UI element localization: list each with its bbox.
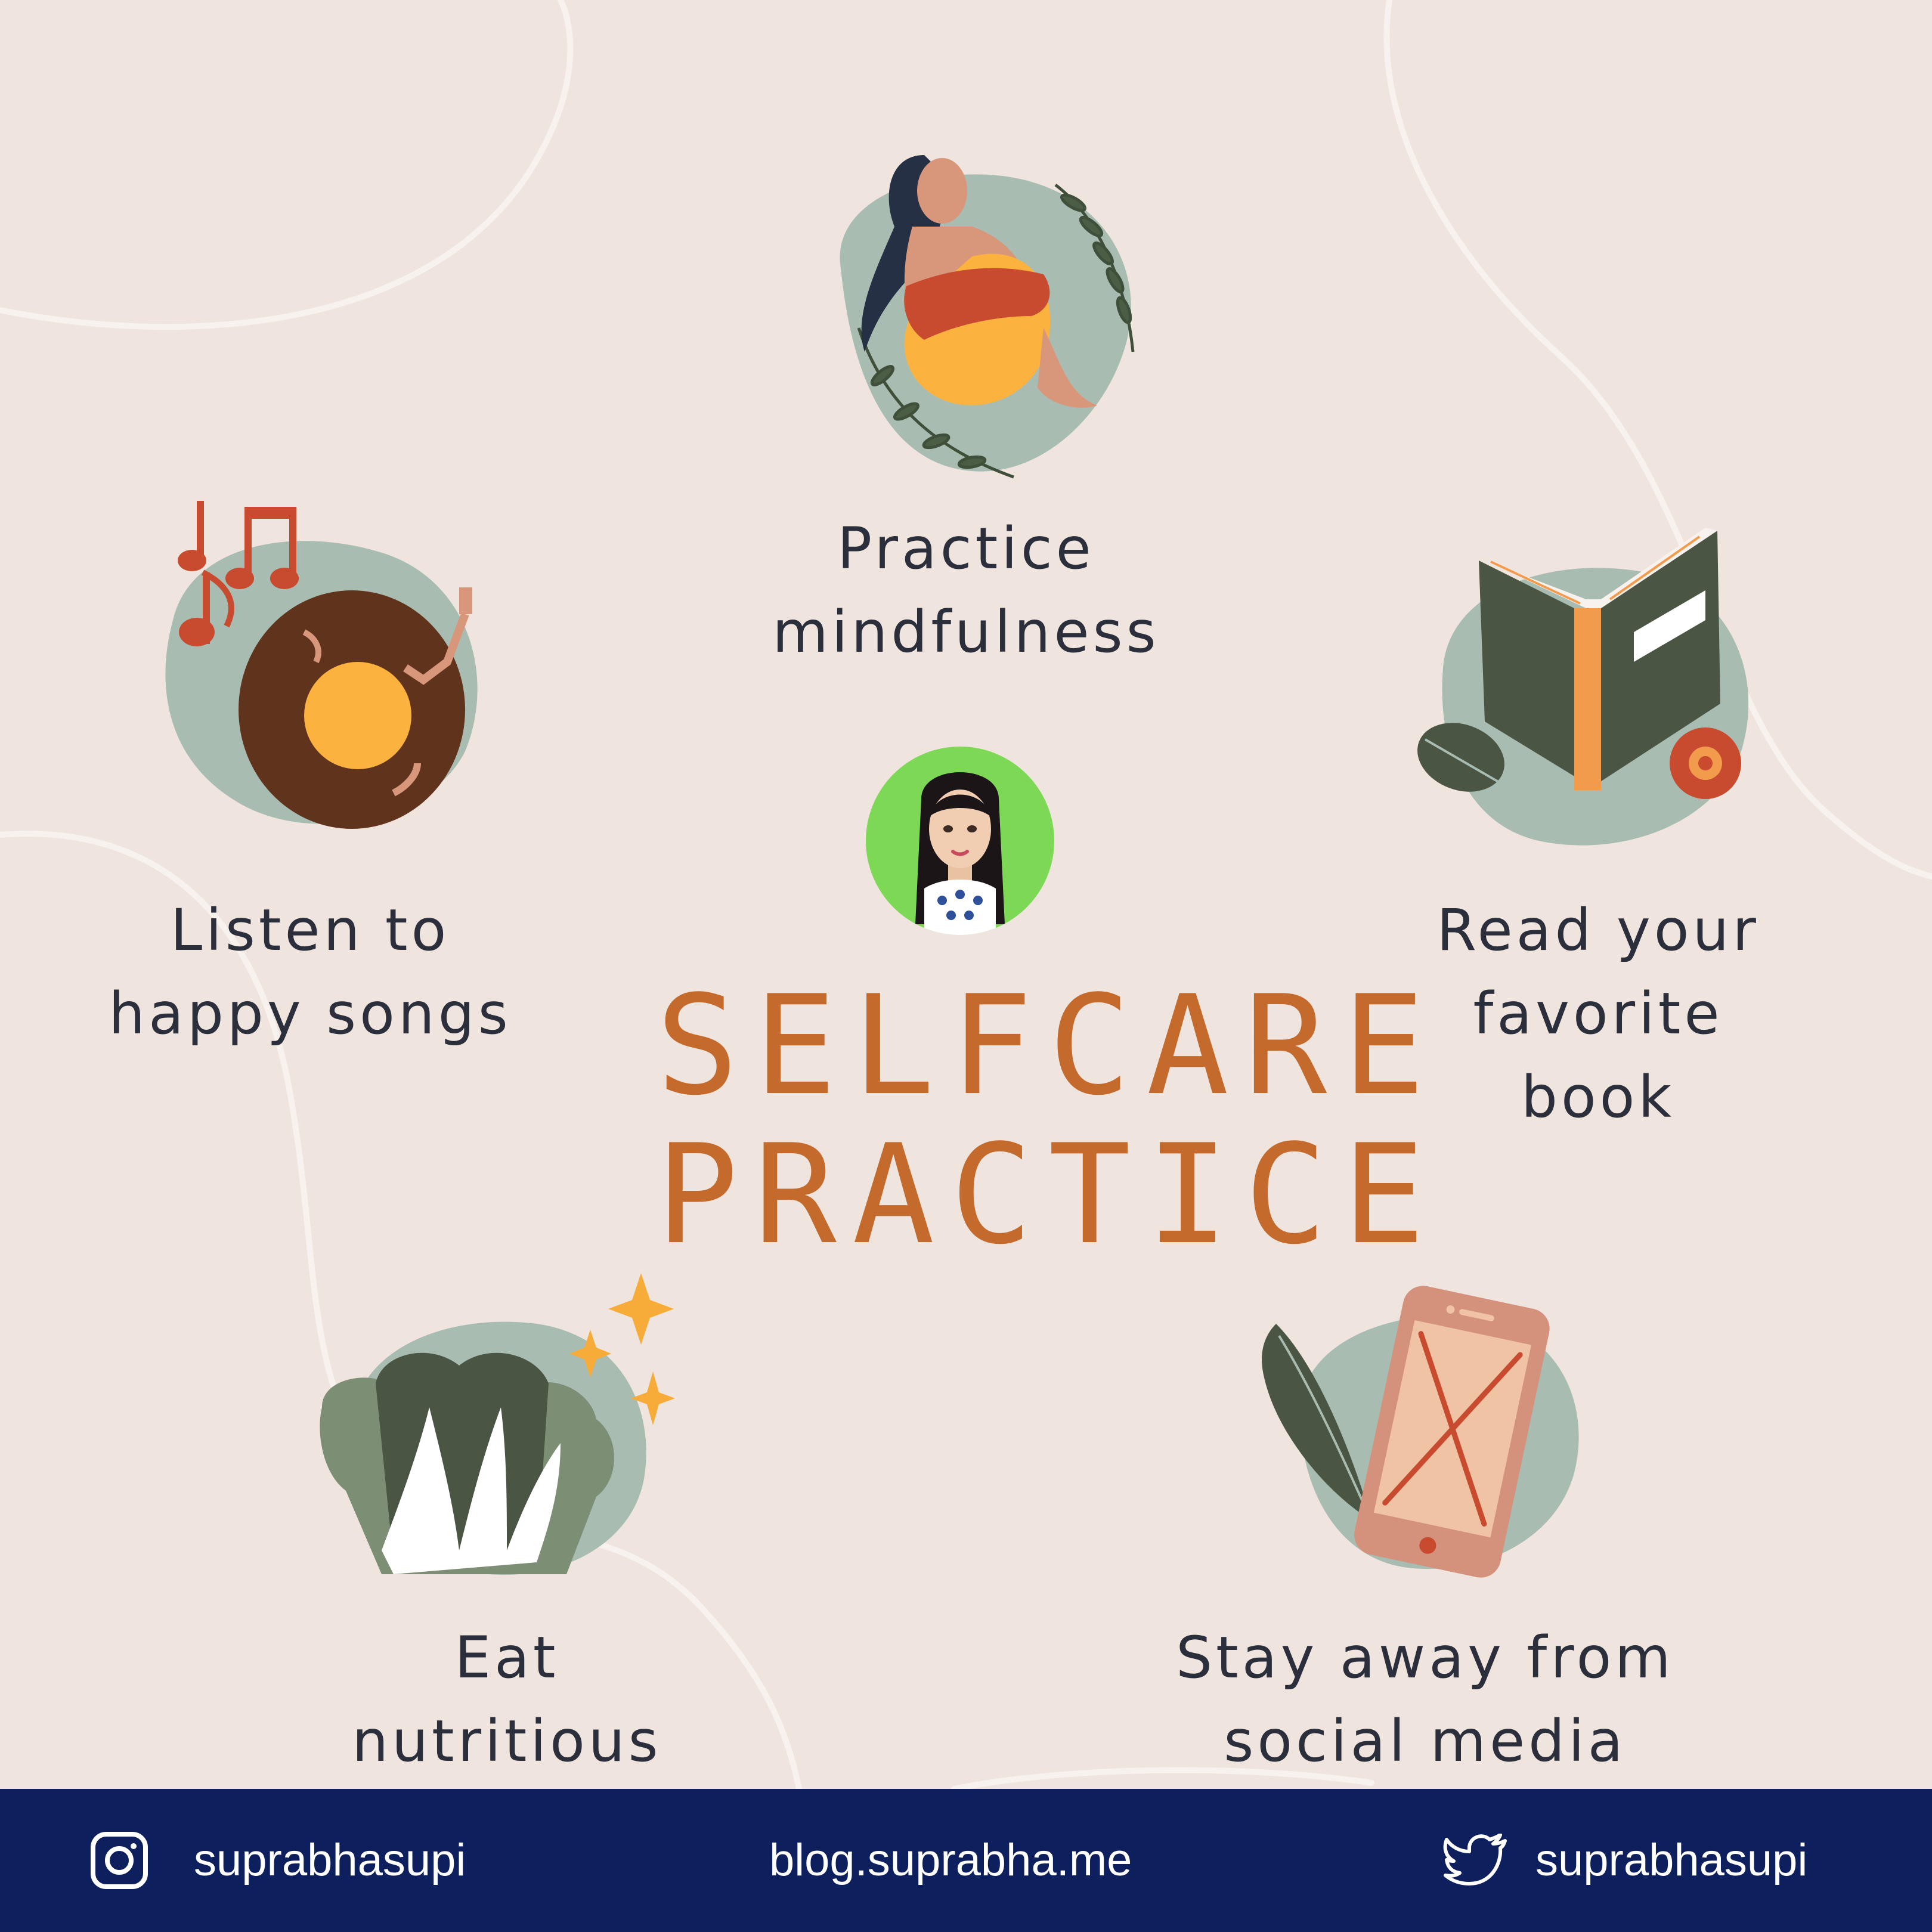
social-media-label-line2: social media xyxy=(1224,1708,1627,1775)
instagram-icon[interactable] xyxy=(89,1831,149,1890)
footer-bar xyxy=(0,1789,1932,1932)
book-illustration xyxy=(1395,525,1777,859)
record-player-icon xyxy=(137,489,495,847)
social-media-label-line1: Stay away from xyxy=(1176,1624,1674,1691)
mindfulness-label xyxy=(757,507,1175,674)
title-line2: PRACTICE xyxy=(656,1116,1441,1275)
title-line1: SELFCARE xyxy=(656,967,1441,1126)
mindfulness-label-line2: mindfulness xyxy=(772,599,1160,665)
social-media-illustration xyxy=(1252,1282,1586,1580)
avatar-icon xyxy=(865,745,1055,936)
avatar xyxy=(865,745,1055,936)
mindfulness-label-line1: Practice xyxy=(837,515,1095,582)
food-illustration xyxy=(310,1264,680,1598)
instagram-handle-link[interactable]: suprabhasupi xyxy=(194,1835,466,1885)
songs-illustration xyxy=(137,489,495,847)
page-title xyxy=(656,967,1441,1275)
songs-label xyxy=(101,888,519,1055)
meditating-woman-icon xyxy=(793,137,1175,495)
twitter-handle-link[interactable]: suprabhasupi xyxy=(1535,1835,1808,1885)
book-label-line1: Read your xyxy=(1436,897,1760,964)
social-media-label xyxy=(1151,1616,1699,1783)
twitter-icon[interactable] xyxy=(1443,1834,1509,1887)
songs-label-line1: Listen to xyxy=(170,897,450,964)
cabbage-icon xyxy=(310,1264,680,1598)
songs-label-line2: happy songs xyxy=(109,980,512,1047)
food-label-line1: Eat nutritious xyxy=(352,1624,662,1775)
mindfulness-illustration xyxy=(793,137,1175,495)
crossed-phone-icon xyxy=(1252,1282,1586,1580)
book-label-line2: favorite book xyxy=(1473,980,1723,1131)
open-book-icon xyxy=(1395,525,1777,859)
blog-link[interactable]: blog.suprabha.me xyxy=(769,1835,1132,1885)
book-label xyxy=(1389,888,1807,1139)
